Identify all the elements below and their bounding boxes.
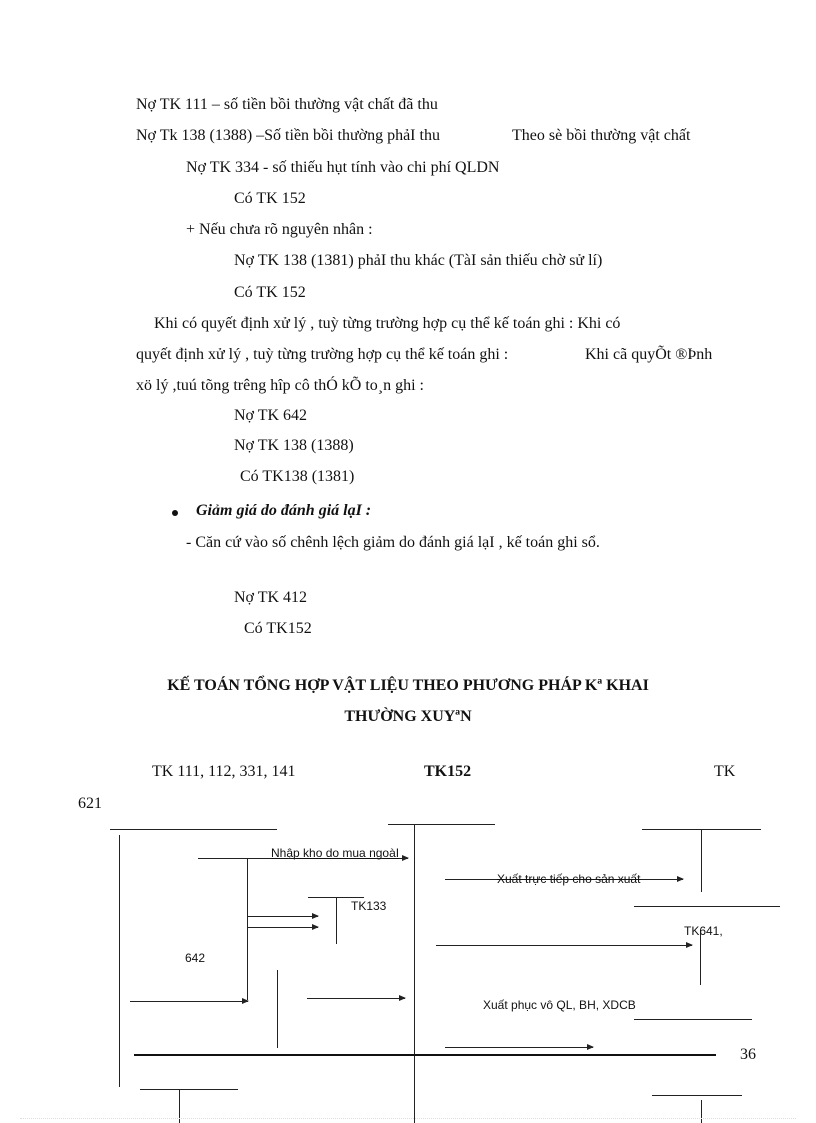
- paragraph-decision-garbled-2: xö lý ,tuú tõng trêng hîp cô thÓ kÕ to¸n ghi :: [136, 377, 424, 394]
- t-center-top: [388, 824, 495, 825]
- tk642-stem: [277, 970, 278, 1048]
- label-xuat-phuc-vu: Xuất phục vô QL, BH, XDCB: [483, 998, 636, 1012]
- t-left-stem: [119, 835, 120, 1087]
- branch-vertical: [247, 858, 248, 1000]
- arrow-to-tk641: [436, 945, 692, 946]
- t-lower-right-top: [634, 1019, 752, 1020]
- entry-co-tk138-1381: Có TK138 (1381): [240, 468, 355, 485]
- bullet-icon: [172, 510, 178, 516]
- entry-no-tk412: Nợ TK 412: [234, 589, 308, 606]
- paragraph-decision-2: quyết định xử lý , tuỳ từng trường hợp cụ thể kế toán ghi :: [136, 346, 509, 363]
- account-left-label: TK 111, 112, 331, 141: [152, 763, 296, 780]
- entry-no-tk334: Nợ TK 334 - số thiếu hụt tính vào chi phí QLDN: [186, 159, 500, 176]
- arrow-to-tk133-b: [248, 927, 318, 928]
- paragraph-revaluation: - Căn cứ vào số chênh lệch giảm do đánh giá lạI , kế toán ghi sổ.: [186, 534, 600, 551]
- t-133-stem: [336, 897, 337, 944]
- arrow-to-tk133-a: [248, 916, 318, 917]
- entry-note-compensation: Theo sè bồi thường vật chất: [512, 127, 691, 144]
- arrow-into-branch: [130, 1001, 248, 1002]
- entry-unknown-cause: + Nếu chưa rõ nguyên nhân :: [186, 221, 373, 238]
- arrow-xuat-phuc-vu: [445, 1047, 593, 1048]
- entry-no-tk642: Nợ TK 642: [234, 407, 308, 424]
- entry-co-tk152-c: Có TK152: [244, 620, 312, 637]
- entry-no-tk138-1388: Nợ Tk 138 (1388) –Số tiền bồi thường phảI thu: [136, 127, 440, 144]
- entry-co-tk152-a: Có TK 152: [234, 190, 306, 207]
- entry-co-tk152-b: Có TK 152: [234, 284, 306, 301]
- entry-no-tk111: Nợ TK 111 – số tiền bồi thường vật chất đã thu: [136, 96, 438, 113]
- t-641-top: [634, 906, 780, 907]
- t-right-stem: [701, 829, 702, 892]
- entry-no-tk138-1381: Nợ TK 138 (1381) phảI thu khác (TàI sản thiếu chờ sử lí): [234, 252, 603, 269]
- t-bottom-right-top: [652, 1095, 742, 1096]
- t-bottom-left-top: [140, 1089, 238, 1090]
- t-left-top: [110, 829, 277, 830]
- paragraph-decision-1: Khi có quyết định xử lý , tuỳ từng trường hợp cụ thể kế toán ghi : Khi có: [154, 315, 621, 332]
- account-center-label: TK152: [424, 763, 472, 780]
- label-tk642: 642: [185, 951, 206, 965]
- label-tk641: TK641,: [684, 924, 723, 938]
- page-number: 36: [740, 1046, 756, 1063]
- heading-revaluation-decrease: Giảm giá do đánh giá lạI :: [196, 502, 372, 519]
- page-bottom-rule: [20, 1118, 796, 1119]
- t-641-stem: [700, 930, 701, 985]
- label-nhap-kho: Nhập kho do mua ngoàI: [271, 846, 400, 860]
- label-xuat-truc-tiep: Xuất trực tiếp cho sản xuất: [497, 872, 641, 886]
- paragraph-decision-garbled-1: Khi cã quyÕt ®Þnh: [585, 346, 713, 363]
- section-title-line1: KẾ TOÁN TỔNG HỢP VẬT LIỆU THEO PHƯƠNG PHÁP Kª KHAI: [167, 677, 649, 694]
- summary-rule: [134, 1054, 716, 1056]
- entry-no-tk138-1388-b: Nợ TK 138 (1388): [234, 437, 354, 454]
- account-right-label-cont: 621: [78, 795, 102, 812]
- t-bottom-right-stem: [701, 1100, 702, 1123]
- arrow-to-tk152-lower: [307, 998, 405, 999]
- label-tk133: TK133: [351, 899, 387, 913]
- section-title-line2: THƯỜNG XUYªN: [344, 708, 472, 725]
- account-right-label: TK: [714, 763, 736, 780]
- t-center-stem: [414, 824, 415, 1123]
